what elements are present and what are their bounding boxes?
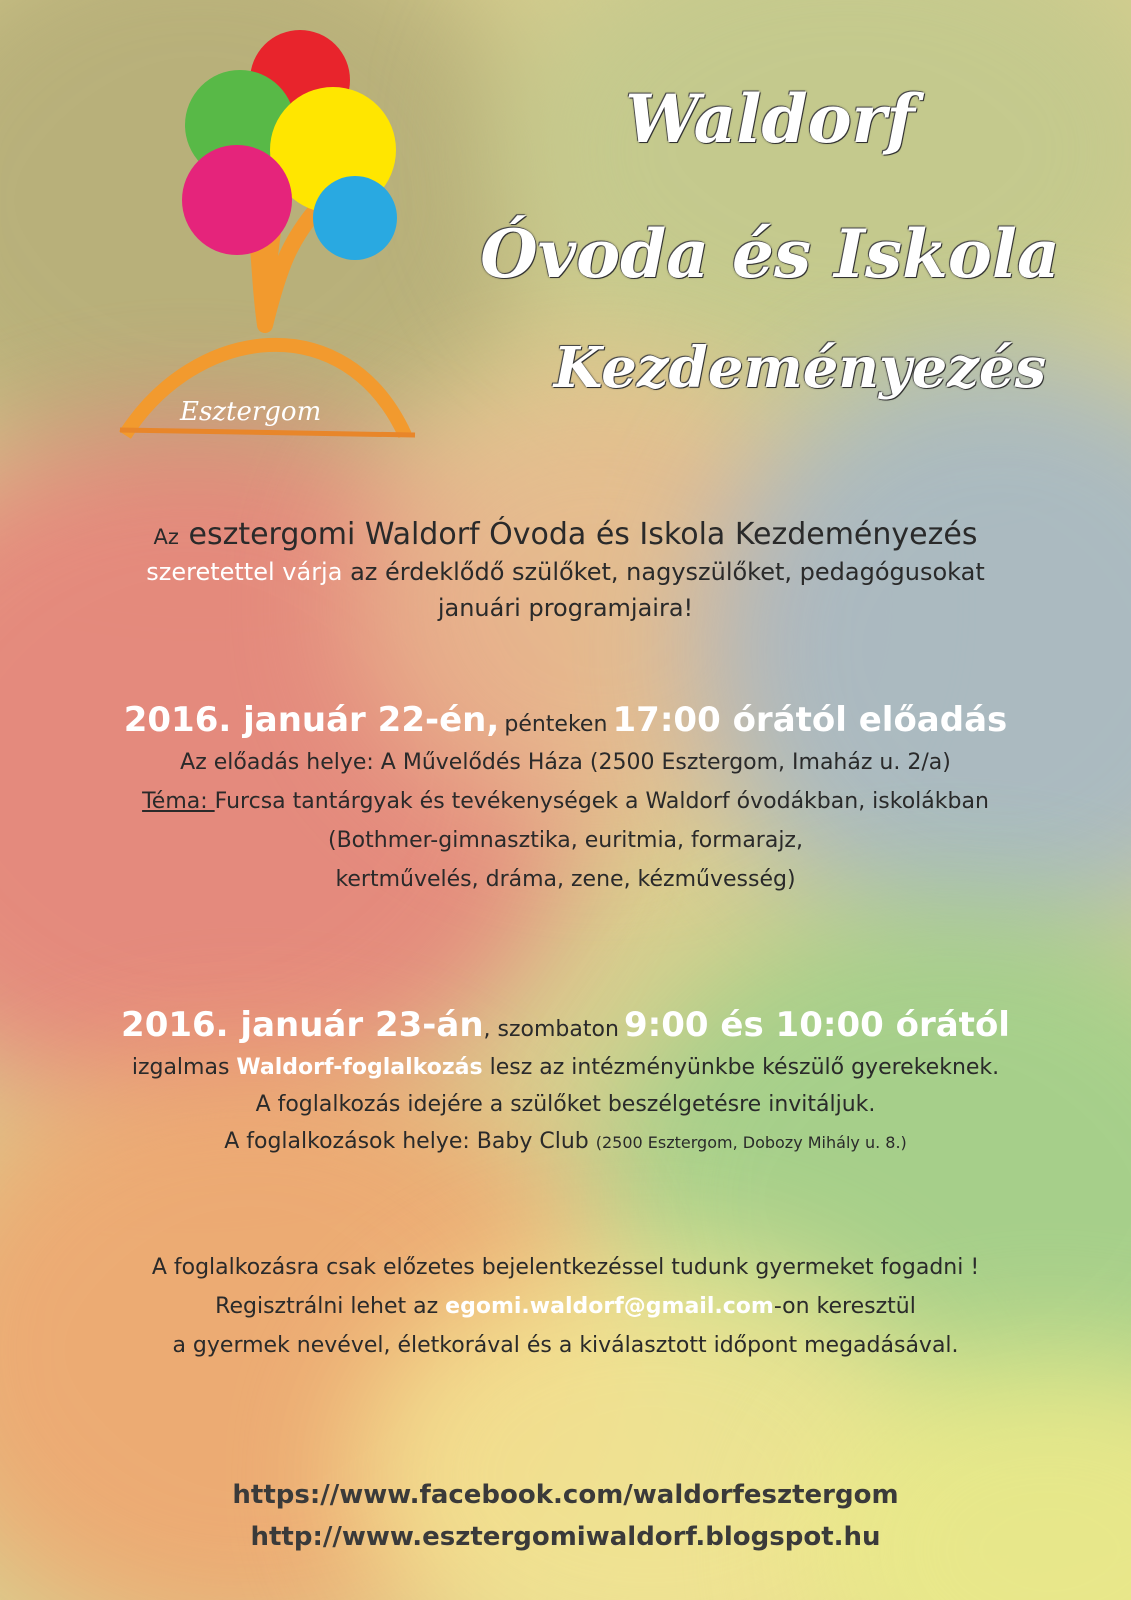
registration-line-2-pre: Regisztrálni lehet az [215, 1294, 439, 1319]
logo-caption: Esztergom [180, 397, 322, 427]
intro-name: esztergomi Waldorf Óvoda és Iskola Kezdeményezés [188, 517, 978, 552]
event-2-highlight: Waldorf-foglalkozás [236, 1055, 483, 1080]
registration-line-1: A foglalkozásra csak előzetes bejelentkezéssel tudunk gyermeket fogadni ! [151, 1255, 980, 1280]
event-2 [0, 1005, 1131, 1154]
blog-link[interactable]: http://www.esztergomiwaldorf.blogspot.hu [250, 1522, 881, 1552]
intro-az: Az [153, 525, 179, 549]
title-line-2: Óvoda és Iskola [480, 215, 1060, 293]
title-line-3: Kezdeményezés [553, 335, 1047, 401]
event-1-topic-line-2: (Bothmer-gimnasztika, euritmia, formarajz, [328, 828, 803, 853]
registration-line-3: a gyermek nevével, életkorával és a kiválasztott időpont megadásával. [172, 1333, 959, 1358]
event-2-line-1-pre: izgalmas [131, 1055, 230, 1080]
intro-section [0, 517, 1131, 622]
event-1-time: 17:00 órától előadás [612, 700, 1008, 740]
waldorf-tree-logo [115, 25, 425, 465]
event-2-line-1-post: lesz az intézményünkbe készülő gyerekeknek. [489, 1055, 1000, 1080]
event-2-date: 2016. január 23-án [121, 1005, 484, 1045]
registration-email-link[interactable]: egomi.waldorf@gmail.com [445, 1294, 774, 1319]
event-1-topic: Furcsa tantárgyak és tevékenységek a Waldorf óvodákban, iskolákban [214, 789, 989, 814]
facebook-link[interactable]: https://www.facebook.com/waldorfesztergom [232, 1480, 899, 1510]
links-section [0, 1480, 1131, 1552]
event-2-line-2: A foglalkozás idejére a szülőket beszélgetésre invitáljuk. [255, 1092, 876, 1117]
event-2-day: , szombaton [483, 1017, 619, 1042]
title-line-1: Waldorf [625, 80, 915, 158]
event-2-line-3-small: (2500 Esztergom, Dobozy Mihály u. 8.) [595, 1133, 907, 1152]
intro-invite-highlight: szeretettel várja [146, 558, 343, 586]
event-1-topic-line-3: kertművelés, dráma, zene, kézművesség) [335, 867, 796, 892]
event-1-date: 2016. január 22-én, [123, 700, 500, 740]
pink-ball [182, 145, 292, 255]
event-1-place: Az előadás helye: A Művelődés Háza (2500 Esztergom, Imaház u. 2/a) [180, 750, 951, 775]
event-2-time: 9:00 és 10:00 órától [624, 1005, 1010, 1045]
event-1-day: pénteken [504, 712, 608, 737]
event-1-topic-label: Téma: [142, 789, 215, 814]
intro-invite-rest: az érdeklődő szülőket, nagyszülőket, pedagógusokat [350, 558, 985, 586]
blue-ball [313, 176, 397, 260]
intro-line-3: januári programjaira! [437, 594, 694, 622]
event-1 [0, 700, 1131, 892]
registration-line-2-post: -on keresztül [773, 1294, 916, 1319]
registration-section [0, 1255, 1131, 1358]
event-2-line-3-main: A foglalkozások helye: Baby Club [224, 1129, 589, 1154]
